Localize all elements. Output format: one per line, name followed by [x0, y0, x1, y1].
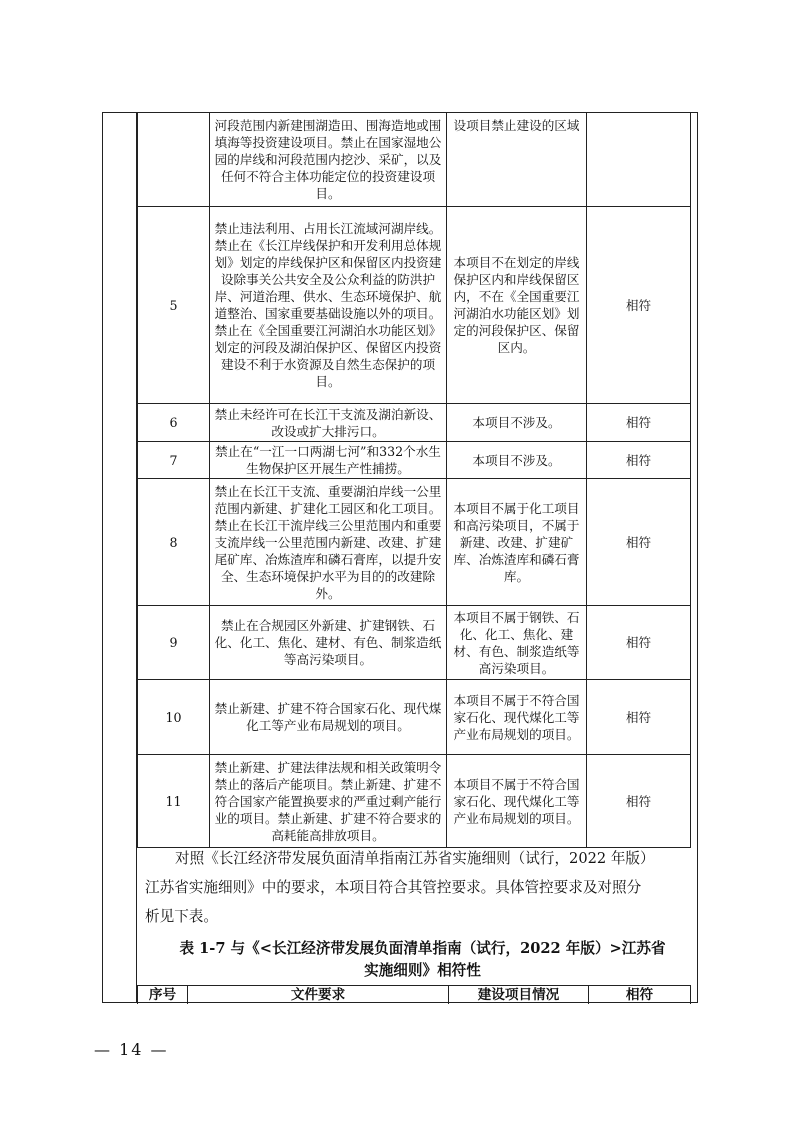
row-situation: 本项目不属于钢铁、石化、化工、焦化、建材、有色、制浆造纸等高污染项目。 — [447, 606, 587, 680]
row-result: 相符 — [587, 207, 691, 404]
row-number: 11 — [138, 755, 210, 848]
header-requirement: 文件要求 — [188, 986, 449, 1004]
row-requirement: 禁止在长江干支流、重要湖泊岸线一公里范围内新建、扩建化工园区和化工项目。禁止在长江干流岸线三公里范围内和重要支流岸线一公里范围内新建、改建、扩建尾矿库、冶炼渣库和磷石膏库，以提升安全、生态环境保护水平为目的的改建除外。 — [210, 479, 447, 606]
next-table-header — [137, 985, 691, 1004]
row-requirement: 禁止在合规园区外新建、扩建钢铁、石化、化工、焦化、建材、有色、制浆造纸等高污染项目。 — [210, 606, 447, 680]
table-row — [138, 207, 691, 404]
row-requirement: 禁止在“一江一口两湖七河”和332个水生生物保护区开展生产性捕捞。 — [210, 442, 447, 479]
row-number: 7 — [138, 442, 210, 479]
page-number: — 14 — — [94, 1040, 169, 1059]
row-number: 8 — [138, 479, 210, 606]
paragraph-line-3: 析见下表。 — [145, 908, 218, 925]
table-row — [138, 113, 691, 207]
row-number: 6 — [138, 404, 210, 442]
table-row — [138, 755, 691, 848]
table-caption-line-2: 实施细则》相符性 — [364, 962, 481, 979]
compliance-table — [137, 112, 691, 848]
row-number: 9 — [138, 606, 210, 680]
row-situation: 本项目不属于不符合国家石化、现代煤化工等产业布局规划的项目。 — [447, 755, 587, 848]
row-number: 10 — [138, 680, 210, 755]
table-row — [138, 442, 691, 479]
paragraph-line-2: 江苏省实施细则》中的要求，本项目符合其管控要求。具体管控要求及对照分 — [145, 879, 642, 896]
row-result: 相符 — [587, 442, 691, 479]
row-result — [587, 113, 691, 207]
row-number: 5 — [138, 207, 210, 404]
row-requirement: 禁止违法利用、占用长江流域河湖岸线。禁止在《长江岸线保护和开发利用总体规划》划定的岸线保护区和保留区内投资建设除事关公共安全及公众利益的防洪护岸、河道治理、供水、生态环境保护、航道整治、国家重要基础设施以外的项目。禁止在《全国重要江河湖泊水功能区划》划定的河段及湖泊保护区、保留区内投资建设不利于水资源及自然生态保护的项目。 — [210, 207, 447, 404]
table-row — [138, 404, 691, 442]
row-requirement: 禁止新建、扩建法律法规和相关政策明令禁止的落后产能项目。禁止新建、扩建不符合国家产能置换要求的严重过剩产能行业的项目。禁止新建、扩建不符合要求的高耗能高排放项目。 — [210, 755, 447, 848]
row-requirement: 禁止新建、扩建不符合国家石化、现代煤化工等产业布局规划的项目。 — [210, 680, 447, 755]
table-row — [138, 606, 691, 680]
table-row — [138, 479, 691, 606]
row-situation: 本项目不涉及。 — [447, 442, 587, 479]
paragraph-line-1: 对照《长江经济带发展负面清单指南江苏省实施细则（试行，2022 年版） — [175, 850, 655, 867]
row-situation: 本项目不属于不符合国家石化、现代煤化工等产业布局规划的项目。 — [447, 680, 587, 755]
row-situation: 本项目不属于化工项目和高污染项目，不属于新建、改建、扩建矿库、冶炼渣库和磷石膏库。 — [447, 479, 587, 606]
category-column — [102, 112, 137, 1003]
row-requirement: 河段范围内新建围湖造田、围海造地或围填海等投资建设项目。禁止在国家湿地公园的岸线和河段范围内挖沙、采矿，以及任何不符合主体功能定位的投资建设项目。 — [210, 113, 447, 207]
row-result: 相符 — [587, 606, 691, 680]
row-result: 相符 — [587, 479, 691, 606]
row-result: 相符 — [587, 680, 691, 755]
row-result: 相符 — [587, 404, 691, 442]
table-row — [138, 680, 691, 755]
header-serial: 序号 — [138, 986, 188, 1004]
row-situation: 本项目不在划定的岸线保护区内和岸线保留区内，不在《全国重要江河湖泊水功能区划》划定的河段保护区、保留区内。 — [447, 207, 587, 404]
table-caption-line-1: 表 1-7 与《<长江经济带发展负面清单指南（试行，2022 年版）>江苏省 — [179, 940, 666, 957]
row-situation: 本项目不涉及。 — [447, 404, 587, 442]
row-requirement: 禁止未经许可在长江干支流及湖泊新设、改设或扩大排污口。 — [210, 404, 447, 442]
header-situation: 建设项目情况 — [449, 986, 589, 1004]
row-situation: 设项目禁止建设的区域 — [447, 113, 587, 207]
row-number — [138, 113, 210, 207]
header-result: 相符 — [589, 986, 691, 1004]
row-result: 相符 — [587, 755, 691, 848]
